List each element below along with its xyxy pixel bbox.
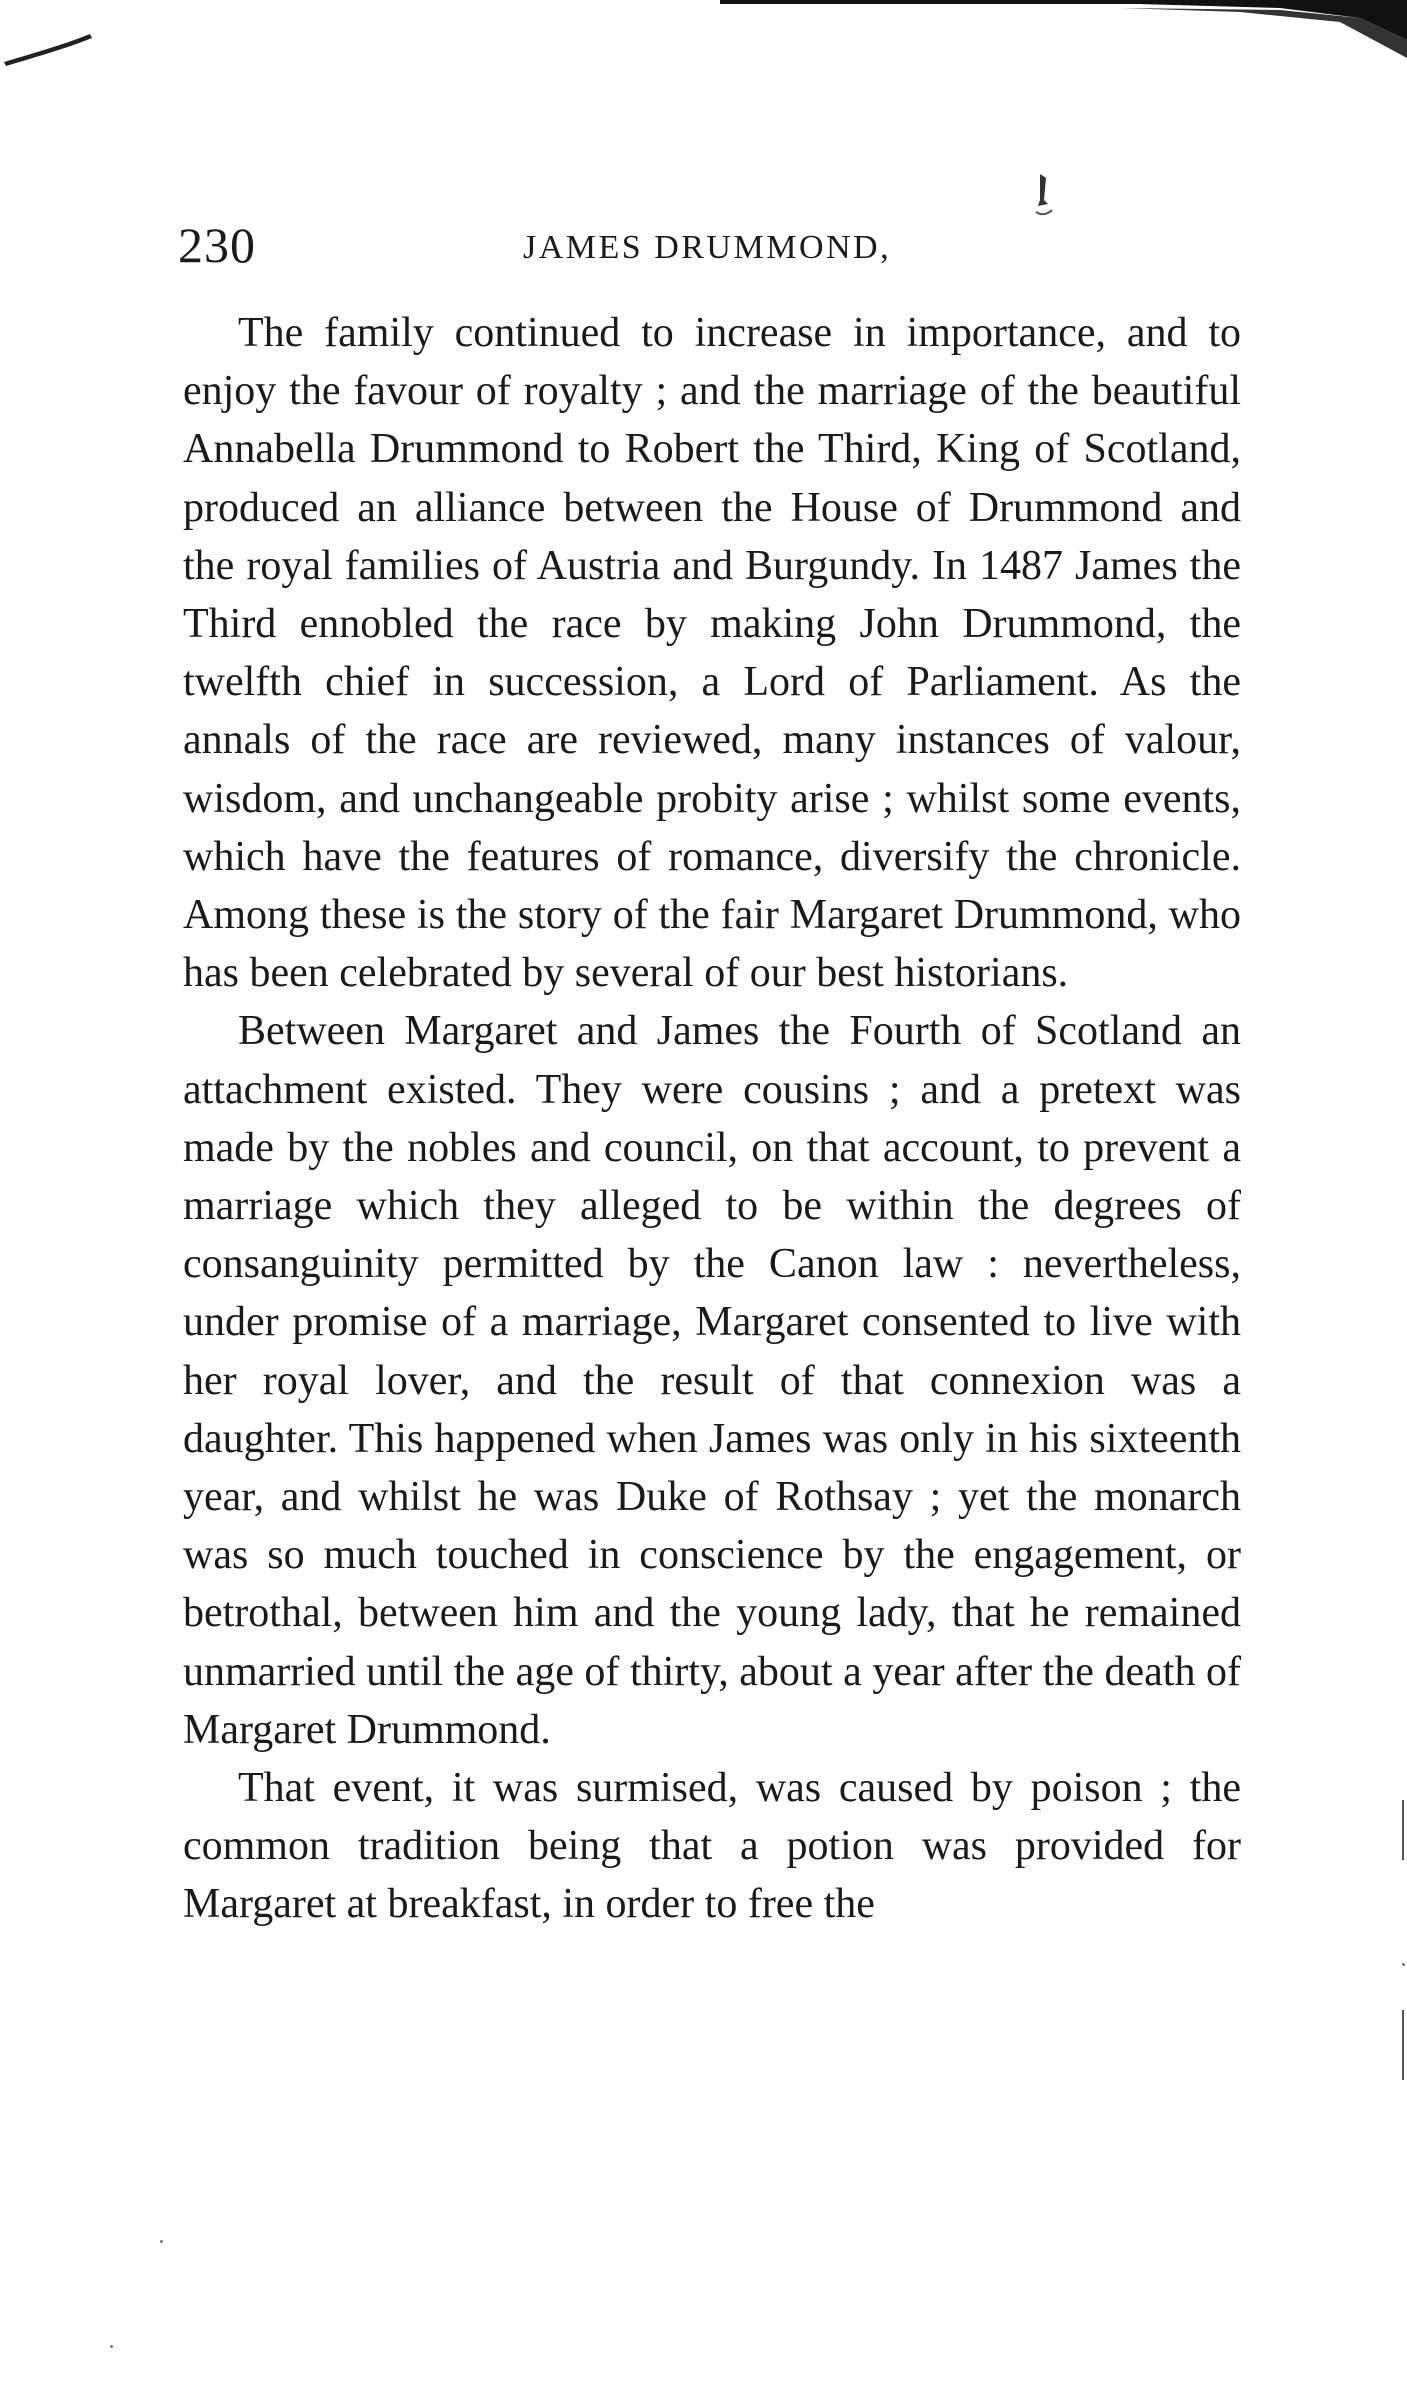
page-number: 230 xyxy=(178,217,256,273)
running-title: JAMES DRUMMOND, xyxy=(523,229,892,266)
paper-speck xyxy=(110,2345,113,2348)
scan-mark-left xyxy=(0,28,95,68)
paragraph-poison: That event, it was surmised, was caused by poison ; the common tradition being that a potion was provided for Margaret at breakfast, in order to free the xyxy=(183,1765,1241,1928)
paper-speck xyxy=(1402,1963,1405,1966)
paragraph-margaret-and-james: Between Margaret and James the Fourth of Scotland an attachment existed. They were cousins ; and a pretext was made by the nobles and council, on that account, to prevent a marriage which they alleged to be within the degrees of consanguinity permitted by the Canon law : nevertheless, under promise of a marriage, Margaret consented to live with her royal lover, and the result of that connexion was a daughter. This happened when James was only in his sixteenth year, and whilst he was Duke of Rothsay ; yet the monarch was so much touched in conscience by the engagement, or betrothal, between him and the young lady, that he remained unmarried until the age of thirty, about a year after the death of Margaret Drummond. xyxy=(183,1008,1241,1753)
margin-mark xyxy=(1402,2010,1404,2080)
running-head xyxy=(178,210,1248,280)
body-text xyxy=(183,304,1241,1934)
margin-mark xyxy=(1402,1800,1404,1860)
scan-edge-artifact xyxy=(720,0,1407,70)
paper-speck xyxy=(160,2240,163,2243)
paragraph-family-history: The family continued to increase in importance, and to enjoy the favour of royalty ; and the marriage of the beautiful Annabella Drummond to Robert the Third, King of Scotland, produced an alliance between the House of Drummond and the royal families of Austria and Burgundy. In 1487 James the Third ennobled the race by making John Drummond, the twelfth chief in succession, a Lord of Parliament. As the annals of the race are reviewed, many instances of valour, wisdom, and unchangeable probity arise ; whilst some events, which have the features of romance, diversify the chronicle. Among these is the story of the fair Margaret Drummond, who has been celebrated by several of our best historians. xyxy=(183,310,1241,997)
